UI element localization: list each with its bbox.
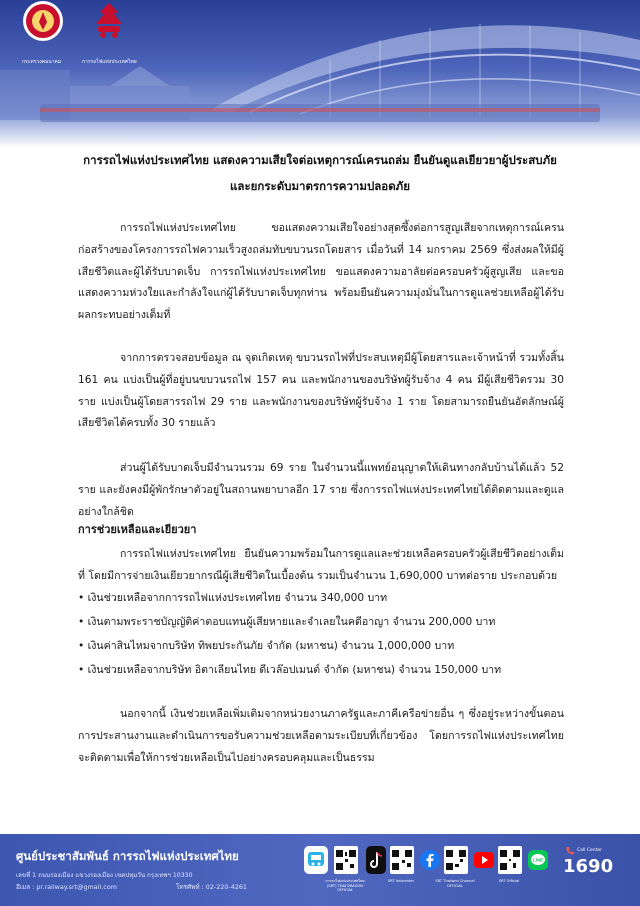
call-center-label: Call Center xyxy=(577,848,602,853)
srt-app-icon[interactable] xyxy=(304,846,328,874)
qr-code-2-icon[interactable] xyxy=(390,846,414,874)
paragraph-4: การรถไฟแห่งประเทศไทย ยืนยันความพร้อมในการดูแลและช่วยเหลือครอบครัวผู้เสียชีวิตอย่างเต็มที่ โดยมีการจ่ายเงินเยียวยากรณีผู้เสียชีวิตในเบื้องต้น รวมเป็นจำนวน 1,690,000 บาทต่อราย ประกอบด้วย xyxy=(78,548,564,582)
tiktok-icon[interactable] xyxy=(366,846,386,874)
qr-caption-4: SRT Official xyxy=(498,879,520,883)
line-icon[interactable] xyxy=(528,850,548,870)
paragraph-1: การรถไฟแห่งประเทศไทย ขอแสดงความเสียใจอย่างสุดซึ้งต่อการสูญเสียจากเหตุการณ์เครนก่อสร้างของโครงการรถไฟความเร็วสูงถล่มทับขบวนรถโดยสาร เมื่อวันที่ 14 มกราคม 2569 ซึ่งส่งผลให้มีผู้เสียชีวิตและผู้ได้รับบาดเจ็บ การรถไฟแห่งประเทศไทย ขอแสดงความอาลัยต่อครอบครัวผู้สูญเสีย และขอแสดงความห่วงใยและกำลังใจแก่ผู้ได้รับบาดเจ็บทุกท่าน พร้อมยืนยันความมุ่งมั่นในการดูแลช่วยเหลือผู้ได้รับผลกระทบอย่างเต็มที่ xyxy=(78,222,564,322)
bullet-item-4: • เงินช่วยเหลือจากบริษัท อิตาเลียนไทย ดีเวล๊อปเมนต์ จำกัด (มหาชน) จำนวน 150,000 บาท xyxy=(78,664,502,676)
footer xyxy=(0,834,640,906)
srt-emblem-icon xyxy=(88,0,130,42)
qr-caption-1: การรถไฟแห่งประเทศไทย (SRT) THAI DRAGON OFFICIAL xyxy=(325,879,365,892)
footer-email: อีเมล : pr.railway.srt@gmail.com xyxy=(16,883,117,891)
bullet-item-2: • เงินตามพระราชบัญญัติค่าตอบแทนผู้เสียหายและจำเลยในคดีอาญา จำนวน 200,000 บาท xyxy=(78,616,496,628)
footer-address: เลขที่ 1 ถนนรองเมือง แขวงรองเมือง เขตปทุมวัน กรุงเทพฯ 10330 xyxy=(16,872,193,879)
ministry-emblem-icon xyxy=(22,0,64,42)
qr-code-1-icon[interactable] xyxy=(334,846,358,874)
phone-icon xyxy=(565,846,575,856)
ministry-caption: กระทรวงคมนาคม xyxy=(22,59,62,65)
footer-phone: โทรศัพท์ : 02-220-4261 xyxy=(176,883,247,891)
qr-code-4-icon[interactable] xyxy=(498,846,522,874)
call-center-number: 1690 xyxy=(563,856,614,877)
paragraph-3: ส่วนผู้ได้รับบาดเจ็บมีจำนวนรวม 69 ราย ในจำนวนนี้แพทย์อนุญาตให้เดินทางกลับบ้านได้แล้ว 52 ราย และยังคงมีผู้พักรักษาตัวอยู่ในสถานพยาบาลอีก 17 ราย ซึ่งการรถไฟแห่งประเทศไทยได้ติดตามและดูแลอย่างใกล้ชิด xyxy=(78,462,564,518)
youtube-icon[interactable] xyxy=(474,852,494,868)
facebook-icon[interactable] xyxy=(420,850,440,870)
paragraph-5: นอกจากนี้ เงินช่วยเหลือเพิ่มเติมจากหน่วยงานภาครัฐและภาคีเครือข่ายอื่น ๆ ซึ่งอยู่ระหว่างขั้นตอนการประสานงานและดำเนินการขอรับความช่วยเหลือตามระเบียบที่เกี่ยวข้อง โดยการรถไฟแห่งประเทศไทยจะติดตามเพื่อให้การช่วยเหลือเป็นไปอย่างครอบคลุมและเป็นธรรม xyxy=(78,708,564,764)
bullet-item-3: • เงินค่าสินไหมจากบริษัท ทิพยประกันภัย จำกัด (มหาชน) จำนวน 1,000,000 บาท xyxy=(78,640,455,652)
srt-caption: การรถไฟแห่งประเทศไทย xyxy=(82,59,137,65)
qr-caption-3: SRT Thailand Channel OFFICIAL xyxy=(435,879,475,888)
qr-code-3-icon[interactable] xyxy=(444,846,468,874)
press-title-line2: และยกระดับมาตรการความปลอดภัย xyxy=(230,179,410,193)
qr-caption-2: SRT Infocenter xyxy=(387,879,415,883)
bullet-item-1: • เงินช่วยเหลือจากการรถไฟแห่งประเทศไทย จำนวน 340,000 บาท xyxy=(78,592,388,604)
header-banner xyxy=(0,0,640,148)
press-title-line1: การรถไฟแห่งประเทศไทย แสดงความเสียใจต่อเหตุการณ์เครนถล่ม ยืนยันดูแลเยียวยาผู้ประสบภัย xyxy=(83,153,557,167)
footer-title: ศูนย์ประชาสัมพันธ์ การรถไฟแห่งประเทศไทย xyxy=(16,849,239,863)
svg-text:LINE: LINE xyxy=(532,857,544,863)
section-heading: การช่วยเหลือและเยียวยา xyxy=(78,523,197,536)
paragraph-2: จากการตรวจสอบข้อมูล ณ จุดเกิดเหตุ ขบวนรถไฟที่ประสบเหตุมีผู้โดยสารและเจ้าหน้าที่ รวมทั้งสิ้น 161 คน แบ่งเป็นผู้ที่อยู่บนขบวนรถไฟ 157 คน และพนักงานของบริษัทผู้รับจ้าง 4 คน มีผู้เสียชีวิตรวม 30 ราย แบ่งเป็นผู้โดยสารรถไฟ 29 ราย และพนักงานของบริษัทผู้รับจ้าง 1 ราย โดยสามารถยืนยันอัตลักษณ์ผู้เสียชีวิตได้ครบทั้ง 30 รายแล้ว xyxy=(78,352,564,430)
